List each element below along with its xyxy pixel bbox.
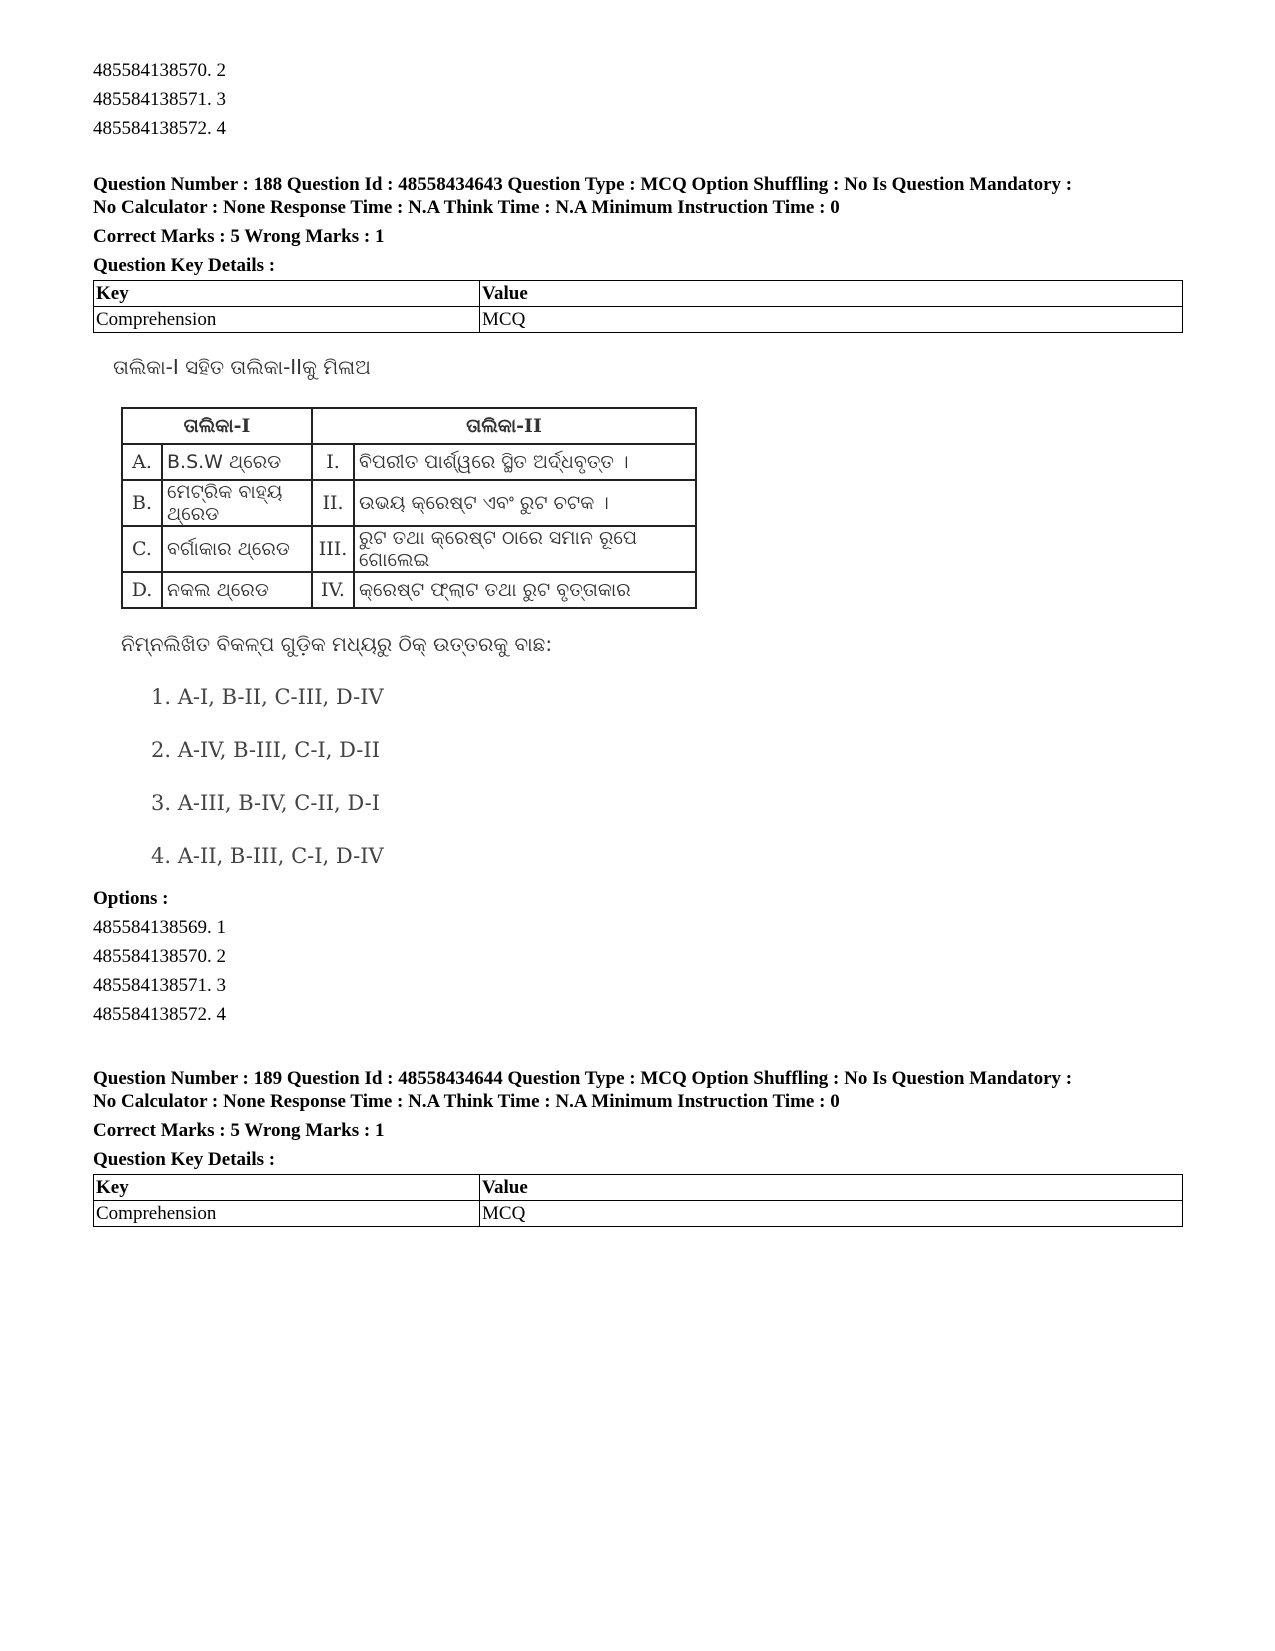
value-header: Value (480, 1175, 1183, 1201)
list1-letter: D. (122, 572, 162, 608)
list2-text: ବିପରୀତ ପାର୍ଶ୍ୱରେ ସ୍ଥିତ ଅର୍ଦ୍ଧବୃତ୍ତ । (354, 444, 696, 480)
table-row (94, 1201, 1183, 1227)
question-header-line1: Question Number : 188 Question Id : 48558434643 Question Type : MCQ Option Shuffling : No Is Question Mandatory : (93, 174, 1073, 195)
marks-line: Correct Marks : 5 Wrong Marks : 1 (93, 1120, 385, 1141)
option-line: 485584138572. 4 (93, 118, 226, 139)
list2-numeral: IV. (312, 572, 354, 608)
table-header-row (94, 281, 1183, 307)
list1-letter: B. (122, 480, 162, 526)
value-header: Value (480, 281, 1183, 307)
document-page (93, 56, 1183, 1227)
list2-numeral: II. (312, 480, 354, 526)
key-header: Key (94, 1175, 480, 1201)
key-cell: Comprehension (94, 307, 480, 333)
previous-options-list (93, 56, 1183, 143)
list1-letter: C. (122, 526, 162, 572)
list2-numeral: I. (312, 444, 354, 480)
match-row (122, 480, 696, 526)
choice-1: 1. A-I, B-II, C-III, D-IV (151, 685, 384, 709)
list1-letter: A. (122, 444, 162, 480)
question-189 (93, 1067, 1183, 1227)
key-cell: Comprehension (94, 1201, 480, 1227)
key-details-label: Question Key Details : (93, 255, 276, 276)
key-header: Key (94, 281, 480, 307)
list1-text: ନକଲ ଥ୍ରେଡ (162, 572, 312, 608)
option-line: 485584138570. 2 (93, 60, 226, 81)
match-instruction: ତାଲିକା-I ସହିତ ତାଲିକା-IIକୁ ମିଳାଅ (113, 355, 371, 379)
match-row (122, 526, 696, 572)
list1-text: ବର୍ଗାକାର ଥ୍ରେଡ (162, 526, 312, 572)
question-header-line1: Question Number : 189 Question Id : 48558434644 Question Type : MCQ Option Shuffling : No Is Question Mandatory : (93, 1068, 1073, 1089)
list1-header: ତାଲିକା-I (122, 408, 312, 444)
list2-text: ରୁଟ ତଥା କ୍ରେଷ୍ଟ ଠାରେ ସମାନ ରୂପେ ଗୋଲେଇ (354, 526, 696, 572)
match-row (122, 444, 696, 480)
list2-numeral: III. (312, 526, 354, 572)
list1-text: ମେଟ୍ରିକ ବାହ୍ୟ ଥ୍ରେଡ (162, 480, 312, 526)
choose-prompt: ନିମ୍ନଲିଖିତ ବିକଳ୍ପ ଗୁଡ଼ିକ ମଧ୍ୟରୁ ଠିକ୍ ଉତ୍ତରକୁ ବାଛ: (121, 632, 553, 656)
option-line: 485584138572. 4 (93, 1004, 226, 1025)
match-header-row (122, 408, 696, 444)
choice-3: 3. A-III, B-IV, C-II, D-I (151, 791, 380, 815)
table-row (94, 307, 1183, 333)
question-header-line2: No Calculator : None Response Time : N.A Think Time : N.A Minimum Instruction Time : 0 (93, 197, 840, 218)
table-header-row (94, 1175, 1183, 1201)
option-line: 485584138571. 3 (93, 975, 226, 996)
choice-2: 2. A-IV, B-III, C-I, D-II (151, 738, 380, 762)
options-label: Options : (93, 888, 169, 909)
value-cell: MCQ (480, 307, 1183, 333)
option-line: 485584138569. 1 (93, 917, 226, 938)
question-header-line2: No Calculator : None Response Time : N.A Think Time : N.A Minimum Instruction Time : 0 (93, 1091, 840, 1112)
value-cell: MCQ (480, 1201, 1183, 1227)
choice-4: 4. A-II, B-III, C-I, D-IV (151, 844, 384, 868)
question-image (103, 345, 703, 880)
list2-text: କ୍ରେଷ୍ଟ ଫ୍ଲାଟ ତଥା ରୁଟ ବୃତ୍ତାକାର (354, 572, 696, 608)
match-table (121, 407, 697, 609)
key-details-table (93, 280, 1183, 333)
key-details-label: Question Key Details : (93, 1149, 276, 1170)
option-line: 485584138571. 3 (93, 89, 226, 110)
question-188 (93, 173, 1183, 1029)
list2-header: ତାଲିକା-II (312, 408, 696, 444)
marks-line: Correct Marks : 5 Wrong Marks : 1 (93, 226, 385, 247)
match-row (122, 572, 696, 608)
option-line: 485584138570. 2 (93, 946, 226, 967)
key-details-table (93, 1174, 1183, 1227)
list1-text: B.S.W ଥ୍ରେଡ (162, 444, 312, 480)
list2-text: ଉଭୟ କ୍ରେଷ୍ଟ ଏବଂ ରୁଟ ଚଟକ । (354, 480, 696, 526)
